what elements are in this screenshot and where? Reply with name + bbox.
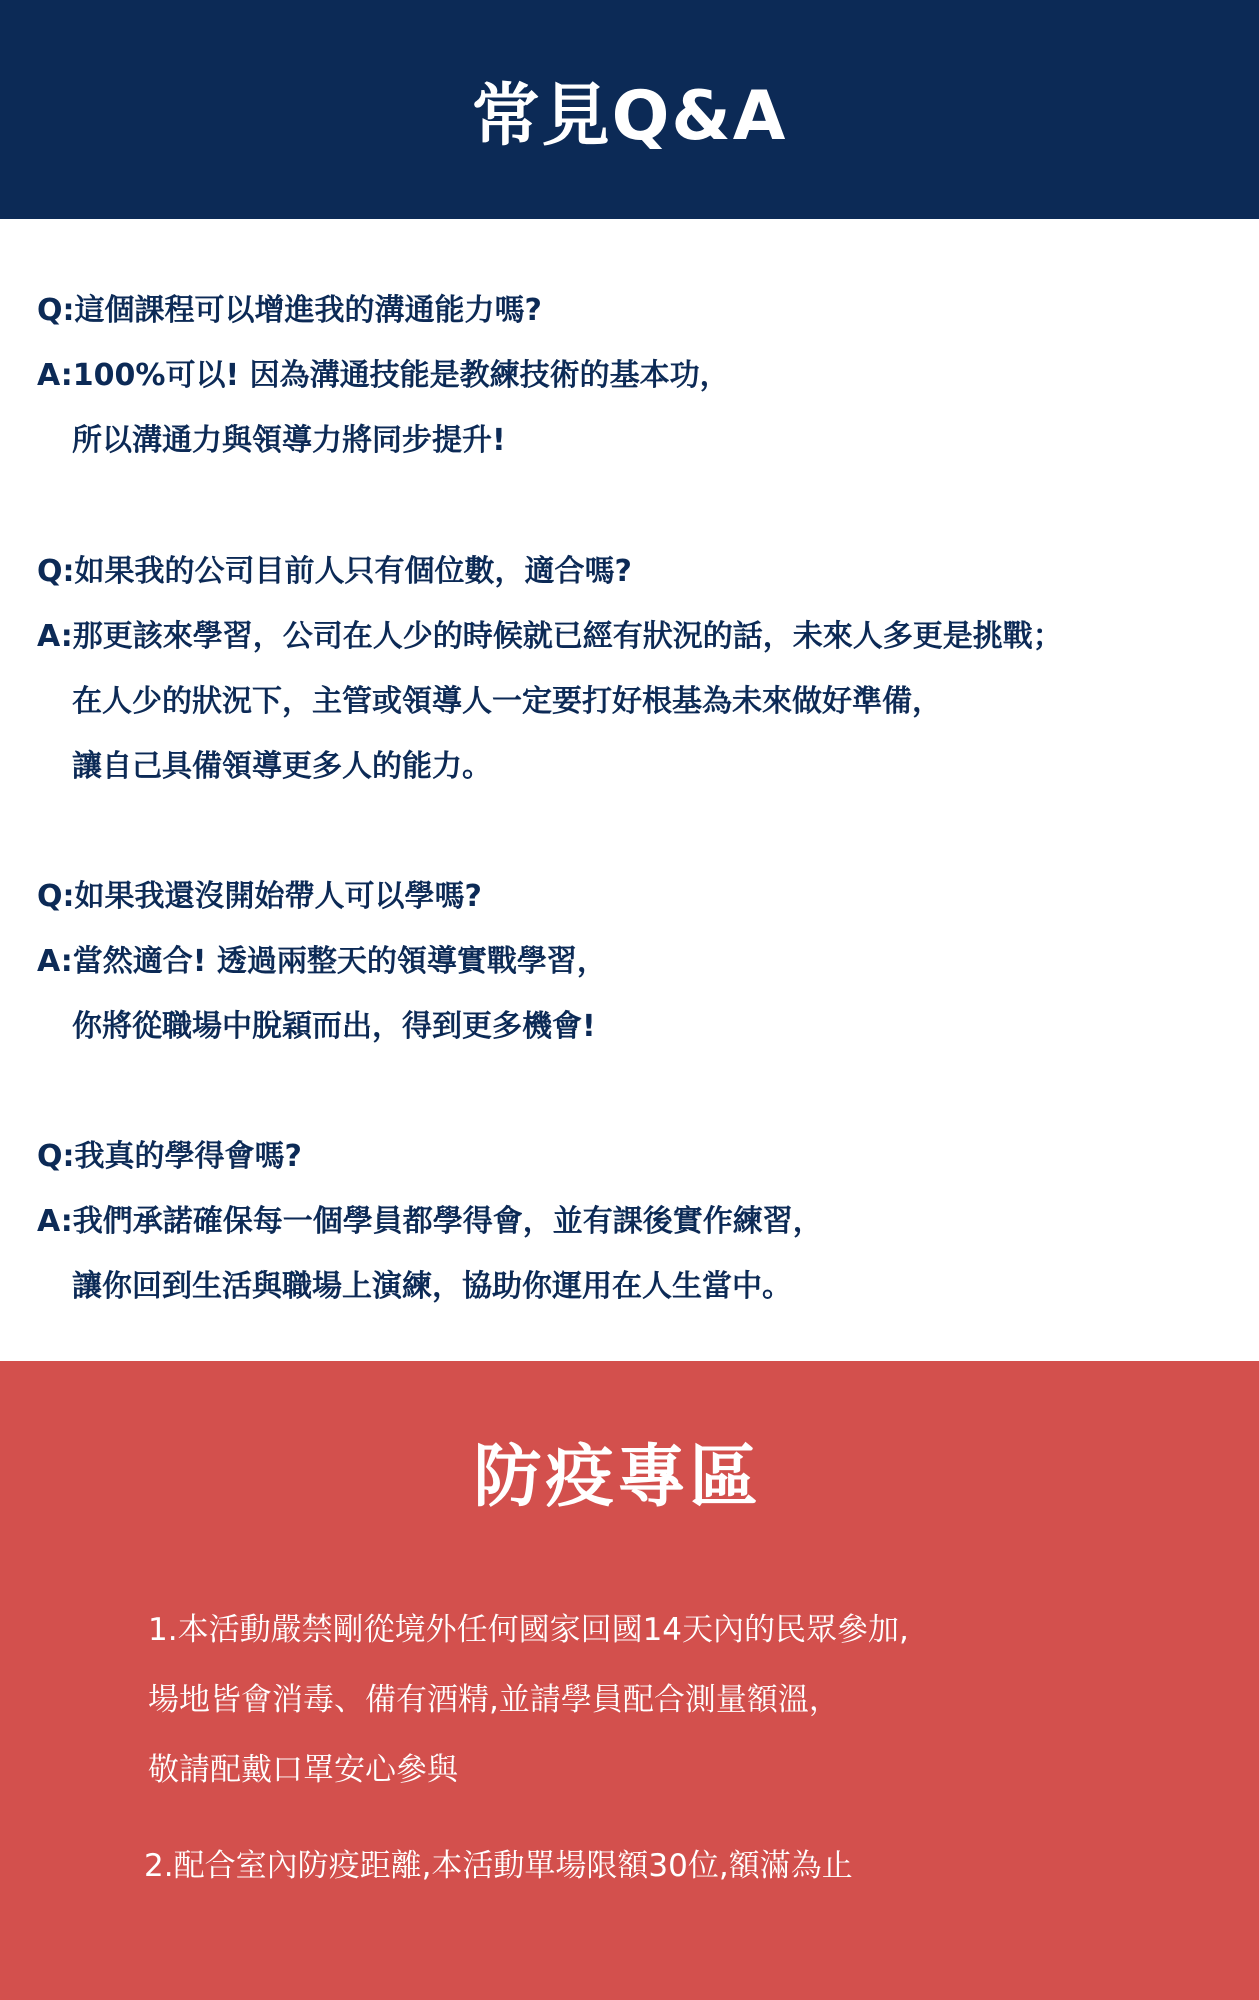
faq-item — [37, 1124, 1237, 1319]
covid-notice-line: 1.本活動嚴禁剛從境外任何國家回國14天內的民眾參加, — [148, 1612, 909, 1648]
faq-question: Q:如果我的公司目前人只有個位數，適合嗎? — [37, 554, 632, 589]
faq-answer-line: A:那更該來學習，公司在人少的時候就已經有狀況的話，未來人多更是挑戰； — [37, 619, 1063, 654]
faq-question: Q:我真的學得會嗎? — [37, 1139, 302, 1174]
faq-answer-line: A:100%可以! 因為溝通技能是教練技術的基本功， — [37, 358, 730, 393]
faq-item — [37, 539, 1237, 799]
covid-notice-line: 場地皆會消毒、備有酒精,並請學員配合測量額溫， — [148, 1682, 840, 1718]
faq-item — [37, 864, 1237, 1059]
faq-answer-line: 所以溝通力與領導力將同步提升! — [72, 423, 506, 458]
covid-section-title: 防疫專區 — [473, 1438, 762, 1517]
faq-header-banner — [0, 0, 1259, 219]
covid-notice-line: 敬請配戴口罩安心參與 — [148, 1752, 458, 1788]
faq-answer-line: 讓你回到生活與職場上演練，協助你運用在人生當中。 — [72, 1269, 792, 1304]
faq-answer-line: 在人少的狀況下，主管或領導人一定要打好根基為未來做好準備， — [72, 684, 942, 719]
covid-notice-line: 2.配合室內防疫距離,本活動單場限額30位,額滿為止 — [144, 1848, 853, 1884]
faq-question: Q:如果我還沒開始帶人可以學嗎? — [37, 879, 482, 914]
faq-question: Q:這個課程可以增進我的溝通能力嗎? — [37, 293, 542, 328]
faq-answer-line: A:當然適合! 透過兩整天的領導實戰學習， — [37, 944, 607, 979]
faq-answer-line: A:我們承諾確保每一個學員都學得會，並有課後實作練習， — [37, 1204, 823, 1239]
covid-prevention-section — [0, 1361, 1259, 2000]
faq-section-title: 常見Q&A — [471, 77, 788, 156]
faq-item — [37, 278, 1237, 473]
faq-answer-line: 你將從職場中脫穎而出，得到更多機會! — [72, 1009, 596, 1044]
faq-answer-line: 讓自己具備領導更多人的能力。 — [72, 749, 492, 784]
faq-section — [0, 219, 1259, 1361]
